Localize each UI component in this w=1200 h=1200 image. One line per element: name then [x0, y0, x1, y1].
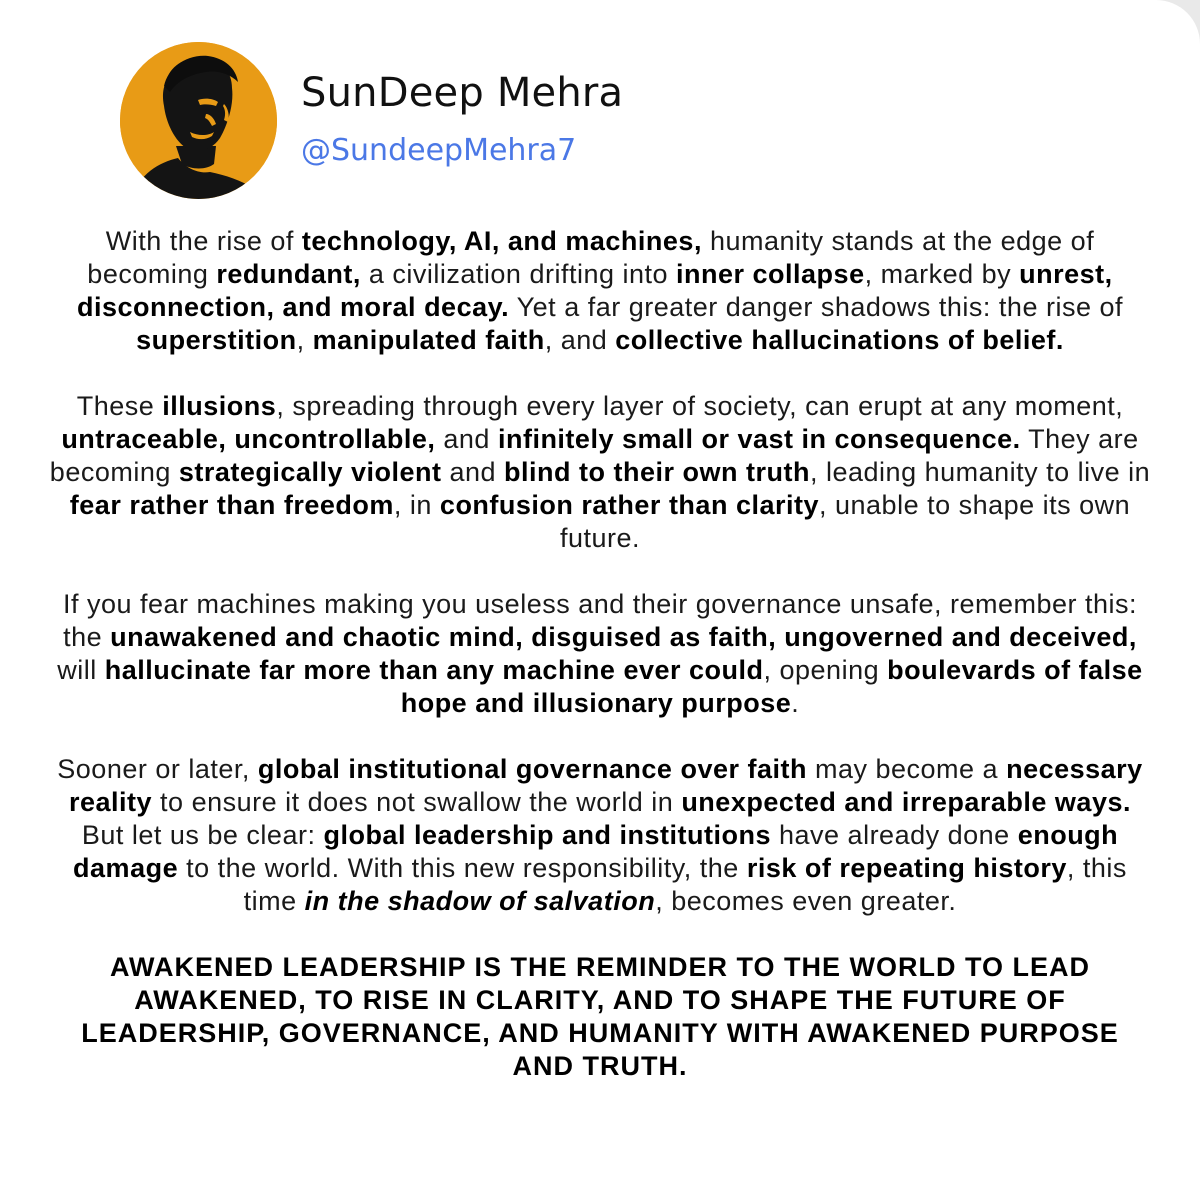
body-text: and: [435, 424, 498, 454]
body-text: , unable to shape its own future.: [559, 490, 1131, 553]
emphasis-text: global leadership and institutions: [323, 820, 771, 850]
emphasis-text: unexpected and irreparable ways.: [681, 787, 1131, 817]
profile-names: [301, 69, 623, 169]
emphasis-text: superstition: [136, 325, 297, 355]
emphasis-text: confusion rather than clarity: [439, 490, 819, 520]
paragraph-2: [48, 390, 1152, 555]
body-text: , marked by: [864, 259, 1020, 289]
emphasis-text: risk of repeating history: [746, 853, 1067, 883]
emphasis-text: unawakened and chaotic mind, disguised as faith, ungoverned and deceived,: [110, 622, 1137, 652]
emphasis-text: technology, AI, and machines,: [301, 226, 702, 256]
body-text: to the world. With this new responsibility, the: [178, 853, 747, 883]
body-text: Sooner or later,: [57, 754, 258, 784]
closing-statement: AWAKENED LEADERSHIP IS THE REMINDER TO THE WORLD TO LEAD AWAKENED, TO RISE IN CLARITY, AND TO SHAPE THE FUTURE OF LEADERSHIP, GOVERNANCE, AND HUMANITY WITH AWAKENED PURPOSE AND TRUTH.: [81, 952, 1119, 1081]
body-text: and: [441, 457, 505, 487]
emphasis-text: blind to their own truth: [504, 457, 810, 487]
body-text: These: [76, 391, 163, 421]
body-text: have already done: [771, 820, 1018, 850]
emphasis-text: inner collapse: [676, 259, 865, 289]
emphasis-text: collective hallucinations of belief.: [615, 325, 1064, 355]
body-text: humanity stands at the edge of becoming: [87, 226, 1095, 289]
emphasis-text: fear rather than freedom: [69, 490, 394, 520]
body-text: , spreading through every layer of society, can erupt at any moment,: [276, 391, 1124, 421]
profile-header: [120, 42, 623, 199]
body-text: a civilization drifting into: [360, 259, 677, 289]
emphasis-text: infinitely small or vast in consequence.: [497, 424, 1021, 454]
emphasis-text: redundant,: [216, 259, 361, 289]
body-text: , leading humanity to live in: [810, 457, 1151, 487]
emphasis-text: global institutional governance over faith: [257, 754, 807, 784]
emphasis-text: strategically violent: [178, 457, 442, 487]
body-text: Yet a far greater danger shadows this: the rise of: [509, 292, 1123, 322]
body-text: , and: [544, 325, 616, 355]
paragraph-3: [48, 588, 1152, 720]
emphasis-text: manipulated faith: [312, 325, 545, 355]
body-text: , in: [393, 490, 440, 520]
emphasis-text: boulevards of false hope and illusionary purpose: [400, 655, 1143, 718]
body-text: If you fear machines making you useless and their governance unsafe, remember this: the: [62, 589, 1138, 652]
body-text: , opening: [763, 655, 888, 685]
body-text: to ensure it does not swallow the world in: [152, 787, 682, 817]
emphasis-text: untraceable, uncontrollable,: [61, 424, 436, 454]
paragraph-1: [48, 225, 1152, 357]
body-text: will: [57, 655, 105, 685]
emphasis-text: hallucinate far more than any machine ever could: [104, 655, 764, 685]
body-text: .: [791, 688, 800, 718]
paragraph-4: [48, 753, 1152, 918]
emphasis-text: in the shadow of salvation: [304, 886, 656, 916]
person-silhouette-icon: [120, 42, 277, 199]
body-text: With the rise of: [105, 226, 302, 256]
avatar[interactable]: [120, 42, 277, 199]
emphasis-text: illusions: [162, 391, 277, 421]
user-handle[interactable]: @SundeepMehra7: [301, 132, 577, 168]
body-text: They are becoming: [49, 424, 1139, 487]
display-name[interactable]: SunDeep Mehra: [301, 69, 624, 116]
body-text: may become a: [806, 754, 1007, 784]
body-text: , this time: [243, 853, 1127, 916]
emphasis-text: necessary reality: [68, 754, 1143, 817]
emphasis-text: enough damage: [73, 820, 1119, 883]
emphasis-text: unrest, disconnection, and moral decay.: [77, 259, 1113, 322]
body-text: , becomes even greater.: [655, 886, 957, 916]
body-text: ,: [296, 325, 313, 355]
post-body: [48, 225, 1152, 1116]
body-text: But let us be clear:: [81, 820, 324, 850]
